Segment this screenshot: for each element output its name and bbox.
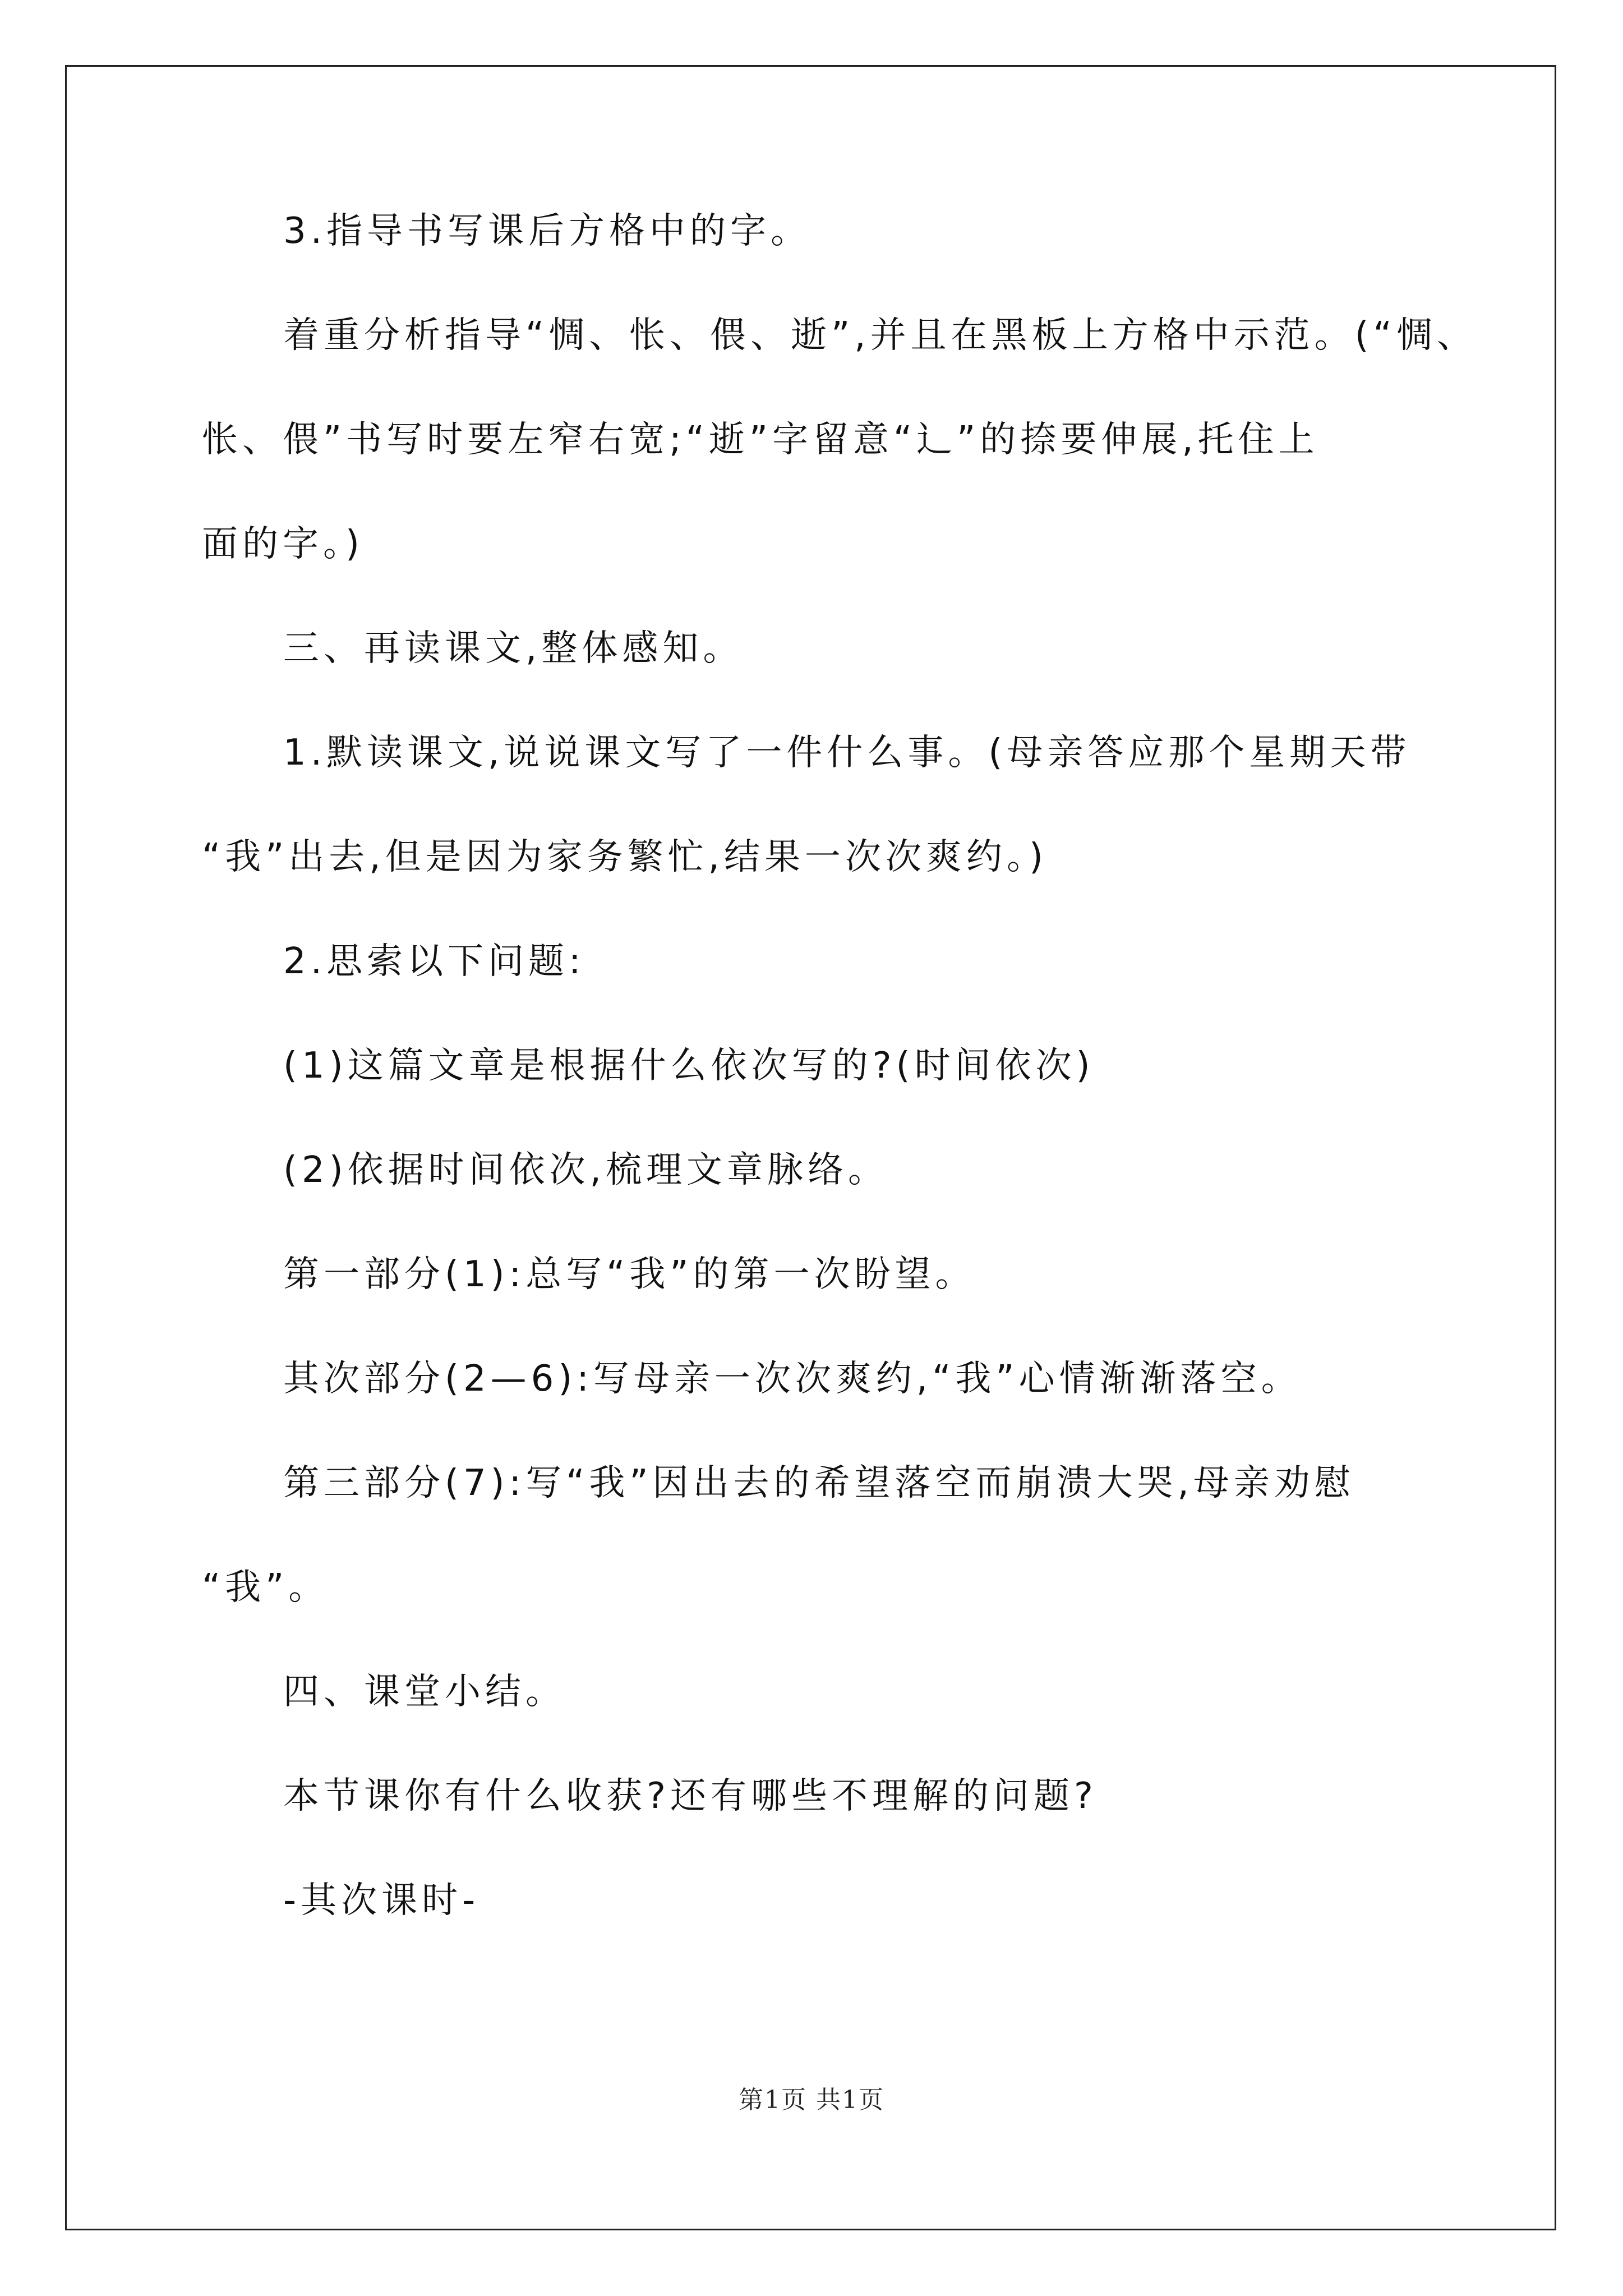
paragraph-line: 着重分析指导“惆、怅、偎、逝”,并且在黑板上方格中示范。(“惆、 bbox=[283, 315, 1477, 356]
section-heading: 四、课堂小结。 bbox=[283, 1671, 566, 1713]
paragraph-line: (2)依据时间依次,梳理文章脉络。 bbox=[283, 1149, 888, 1191]
paragraph-line: (1)这篇文章是根据什么依次写的?(时间依次) bbox=[283, 1045, 1095, 1087]
section-heading: 三、再读课文,整体感知。 bbox=[283, 628, 744, 669]
paragraph-line: 第三部分(7):写“我”因出去的希望落空而崩溃大哭,母亲劝慰 bbox=[283, 1462, 1355, 1504]
paragraph-line: 1.默读课文,说说课文写了一件什么事。(母亲答应那个星期天带 bbox=[283, 732, 1411, 774]
paragraph-line: 怅、偎”书写时要左窄右宽;“逝”字留意“辶”的捺要伸展,托住上 bbox=[202, 419, 1319, 461]
paragraph-line: 第一部分(1):总写“我”的第一次盼望。 bbox=[283, 1254, 976, 1295]
paragraph-line: “我”。 bbox=[202, 1567, 329, 1608]
paragraph-line: “我”出去,但是因为家务繁忙,结果一次次爽约。) bbox=[202, 836, 1048, 878]
paragraph-line: 3.指导书写课后方格中的字。 bbox=[283, 210, 811, 252]
document-body bbox=[202, 210, 1477, 1987]
page-footer: 第1页 共1页 bbox=[739, 2086, 884, 2114]
section-divider-title: -其次课时- bbox=[283, 1880, 480, 1921]
paragraph-line: 2.思索以下问题: bbox=[283, 941, 585, 982]
paragraph-line: 本节课你有什么收获?还有哪些不理解的问题? bbox=[283, 1775, 1098, 1817]
paragraph-line: 其次部分(2—6):写母亲一次次爽约,“我”心情渐渐落空。 bbox=[283, 1358, 1302, 1400]
paragraph-line: 面的字。) bbox=[202, 523, 364, 565]
